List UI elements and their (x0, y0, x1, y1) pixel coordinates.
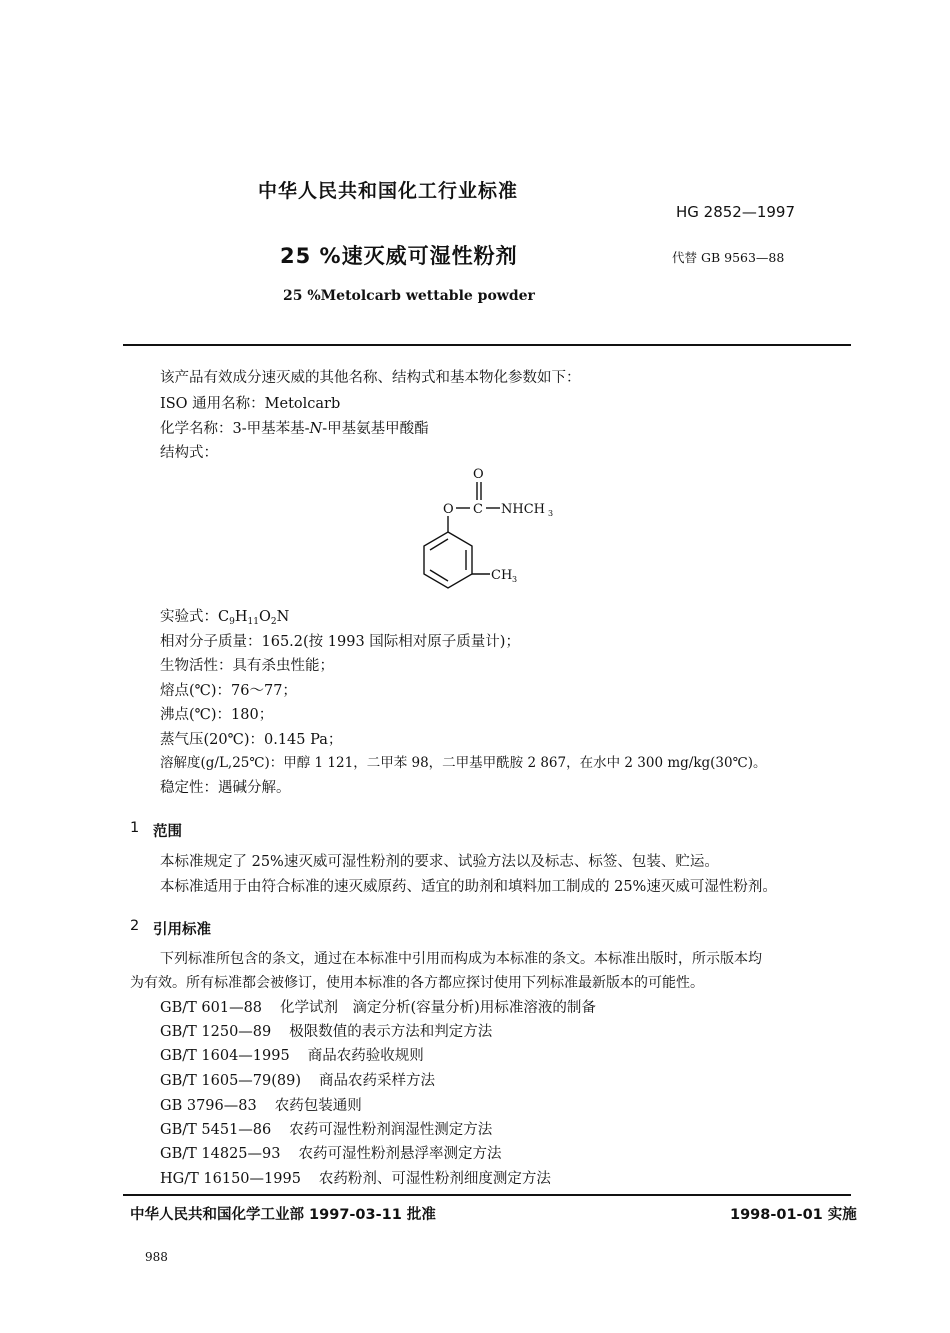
reference-title: 农药可湿性粉剂悬浮率测定方法 (298, 1146, 502, 1162)
iso-name: ISO 通用名称：Metolcarb (160, 396, 341, 412)
effective-date: 1998-01-01 实施 (730, 1207, 857, 1223)
benzene-ring (424, 532, 472, 588)
reference-code: GB 3796—83 (160, 1098, 257, 1114)
formula-n: N (276, 609, 290, 625)
doc-title: 25 %速灭威可湿性粉剂 (280, 244, 518, 268)
reference-title: 农药包装通则 (274, 1098, 362, 1114)
vapor-pressure: 蒸气压(20℃)：0.145 Pa； (160, 732, 343, 748)
reference-code: GB/T 1250—89 (160, 1024, 272, 1040)
atom-nh-sub: 3 (548, 509, 554, 518)
atom-ch: CH (491, 568, 513, 583)
reference-title: 农药可湿性粉剂润湿性测定方法 (289, 1122, 493, 1138)
boiling-point: 沸点(℃)：180； (160, 707, 274, 723)
reference-item (160, 1001, 596, 1016)
title-english: 25 %Metolcarb wettable powder (283, 288, 535, 304)
reference-code: HG/T 16150—1995 (160, 1171, 301, 1187)
atom-c: C (473, 502, 483, 517)
section-2-number: 2 (130, 918, 140, 934)
formula-h: H (234, 609, 248, 625)
bonds (424, 482, 500, 588)
formula-o: O (258, 609, 271, 625)
chem-name-part-a: 化学名称：3-甲基苯基- (160, 421, 310, 437)
reference-item (160, 1123, 492, 1138)
org-title: 中华人民共和国化工行业标准 (258, 180, 519, 202)
formula-c-count: 9 (229, 617, 235, 627)
section-2-para-line-2: 为有效。所有标准都会被修订，使用本标准的各方都应探讨使用下列标准最新版本的可能性。 (130, 975, 704, 991)
chem-name-italic-n: N (309, 421, 323, 437)
section-1-title: 范围 (153, 824, 182, 840)
formula-h-count: 11 (247, 617, 259, 627)
reference-title: 商品农药采样方法 (319, 1073, 436, 1089)
stability: 稳定性：遇碱分解。 (160, 780, 291, 796)
section-2-para-line-1: 下列标准所包含的条文，通过在本标准中引用而构成为本标准的条文。本标准出版时，所示版本均 (160, 951, 762, 967)
page-number: 988 (145, 1250, 168, 1264)
chem-name-part-b: -甲基氨基甲酸酯 (322, 421, 429, 437)
reference-code: GB/T 1605—79(89) (160, 1073, 302, 1089)
reference-item (160, 1074, 435, 1089)
section-1-number: 1 (130, 820, 140, 836)
reference-code: GB/T 1604—1995 (160, 1048, 290, 1064)
structural-formula (400, 464, 600, 604)
atom-o-top: O (473, 467, 484, 482)
atom-ch-sub: 3 (512, 575, 518, 584)
reference-title: 商品农药验收规则 (307, 1048, 424, 1064)
reference-code: GB/T 601—88 (160, 1000, 263, 1016)
reference-title: 农药粉剂、可湿性粉剂细度测定方法 (318, 1171, 551, 1187)
header-rule (123, 344, 851, 346)
formula-c: C (218, 609, 230, 625)
reference-item (160, 1147, 501, 1162)
atom-labels (443, 467, 553, 584)
bio-activity: 生物活性：具有杀虫性能； (160, 658, 334, 674)
formula-label: 实验式： (160, 609, 218, 625)
reference-item (160, 1172, 551, 1187)
molecular-weight: 相对分子质量：165.2(按 1993 国际相对原子质量计)； (160, 634, 520, 650)
intro-lead: 该产品有效成分速灭威的其他名称、结构式和基本物化参数如下： (160, 370, 581, 386)
structure-diagram (400, 464, 600, 604)
std-code: HG 2852—1997 (676, 203, 796, 221)
atom-nhch: NHCH (501, 502, 545, 517)
formula-o-count: 2 (270, 617, 277, 627)
empirical-formula (160, 610, 289, 627)
atom-o-left: O (443, 502, 454, 517)
reference-item (160, 1099, 362, 1114)
section-1-para-2: 本标准适用于由符合标准的速灭威原药、适宜的助剂和填料加工制成的 25%速灭威可湿性粉剂。 (160, 879, 777, 895)
structure-label: 结构式： (160, 445, 218, 461)
approval-line: 中华人民共和国化学工业部 1997-03-11 批准 (130, 1207, 436, 1223)
chemical-name (160, 422, 429, 437)
footer-rule (123, 1194, 851, 1196)
reference-code: GB/T 14825—93 (160, 1146, 281, 1162)
melting-point: 熔点(℃)：76～77； (160, 683, 297, 699)
reference-title: 化学试剂 滴定分析(容量分析)用标准溶液的制备 (280, 1000, 596, 1016)
section-1-para-1: 本标准规定了 25%速灭威可湿性粉剂的要求、试验方法以及标志、标签、包装、贮运。 (160, 854, 719, 870)
reference-item (160, 1025, 492, 1040)
reference-title: 极限数值的表示方法和判定方法 (289, 1024, 493, 1040)
reference-item (160, 1049, 424, 1064)
section-2-title: 引用标准 (153, 922, 211, 938)
replaces-note: 代替 GB 9563—88 (672, 250, 785, 265)
reference-code: GB/T 5451—86 (160, 1122, 272, 1138)
solubility: 溶解度(g/L,25℃)：甲醇 1 121，二甲苯 98，二甲基甲酰胺 2 867，在水中 2 300 mg/kg(30℃)。 (160, 755, 767, 771)
